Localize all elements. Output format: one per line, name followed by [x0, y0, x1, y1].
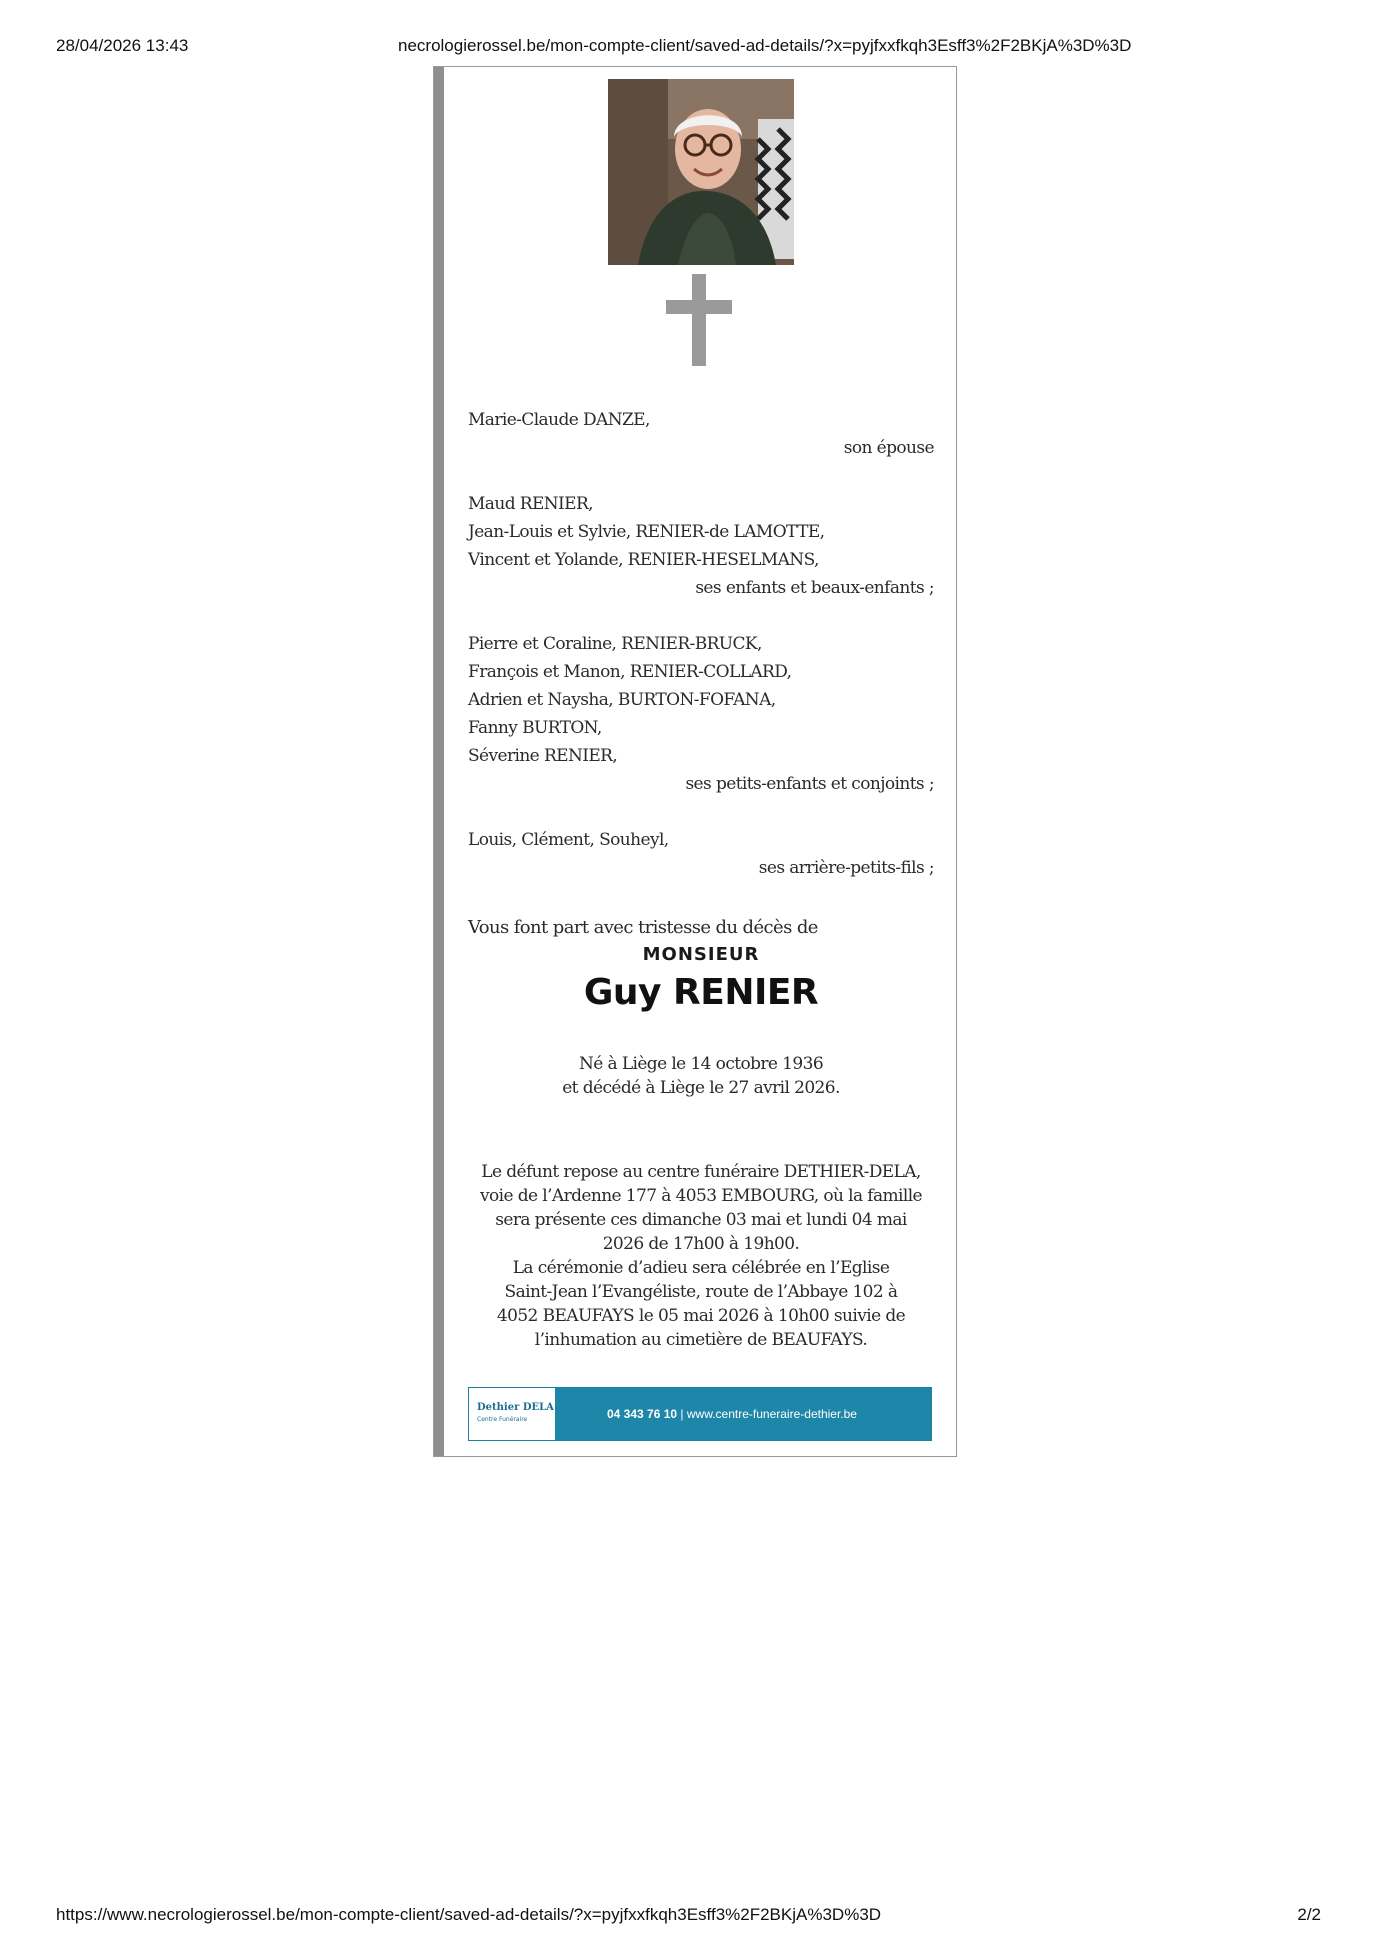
print-short-url: necrologierossel.be/mon-compte-client/saved-ad-details/?x=pyjfxxfkqh3Esff3%2F2BKjA%3D%3D	[398, 36, 1132, 55]
grandchild-3: Adrien et Naysha, BURTON-FOFANA,	[468, 690, 776, 710]
spouse-name: Marie-Claude DANZE,	[468, 410, 650, 430]
cross-icon	[666, 274, 732, 366]
grandchild-4: Fanny BURTON,	[468, 718, 602, 738]
details-line: 2026 de 17h00 à 19h00.	[602, 1234, 800, 1254]
obituary-notice	[433, 66, 957, 1457]
birth-line: Né à Liège le 14 octobre 1936	[578, 1054, 824, 1074]
funeral-home-banner[interactable]	[468, 1387, 932, 1441]
details-line: La cérémonie d’adieu sera célébrée en l’Eglise	[512, 1258, 890, 1278]
details-line: voie de l’Ardenne 177 à 4053 EMBOURG, où la famille	[479, 1186, 923, 1206]
grandchild-1: Pierre et Coraline, RENIER-BRUCK,	[468, 634, 762, 654]
funeral-details	[464, 1160, 938, 1352]
great-grandchildren: Louis, Clément, Souheyl,	[468, 830, 669, 850]
grandchildren-role: ses petits-enfants et conjoints ;	[685, 774, 934, 794]
funeral-home-logo	[469, 1388, 556, 1440]
announcement-text: Vous font part avec tristesse du décès de	[468, 917, 818, 938]
child-2: Jean-Louis et Sylvie, RENIER-de LAMOTTE,	[468, 522, 825, 542]
notice-side-bar	[434, 67, 444, 1456]
grandchild-5: Séverine RENIER,	[468, 746, 618, 766]
child-1: Maud RENIER,	[468, 494, 593, 514]
banner-contact	[555, 1388, 931, 1440]
deceased-title: MONSIEUR	[642, 944, 760, 965]
funeral-home-phone: 04 343 76 10	[607, 1407, 678, 1421]
birth-death-dates	[464, 1052, 938, 1100]
details-line: 4052 BEAUFAYS le 05 mai 2026 à 10h00 suivie de	[496, 1306, 906, 1326]
children-role: ses enfants et beaux-enfants ;	[695, 578, 934, 598]
banner-separator: |	[680, 1407, 684, 1421]
child-3: Vincent et Yolande, RENIER-HESELMANS,	[468, 550, 819, 570]
print-datetime: 28/04/2026 13:43	[56, 36, 189, 55]
print-full-url: https://www.necrologierossel.be/mon-compte-client/saved-ad-details/?x=pyjfxxfkqh3Esff3%2F2BKjA%3D%3D	[56, 1905, 882, 1924]
death-line: et décédé à Liège le 27 avril 2026.	[562, 1078, 840, 1098]
details-line: Le défunt repose au centre funéraire DETHIER-DELA,	[481, 1162, 921, 1182]
details-line: sera présente ces dimanche 03 mai et lundi 04 mai	[495, 1210, 907, 1230]
details-line: l’inhumation au cimetière de BEAUFAYS.	[534, 1330, 868, 1350]
deceased-photo	[608, 79, 794, 265]
details-line: Saint-Jean l’Evangéliste, route de l’Abbaye 102 à	[504, 1282, 898, 1302]
brand-subtitle: Centre Funéraire	[477, 1416, 528, 1423]
spouse-role: son épouse	[843, 438, 934, 458]
funeral-home-website[interactable]: www.centre-funeraire-dethier.be	[686, 1407, 857, 1421]
grandchild-2: François et Manon, RENIER-COLLARD,	[468, 662, 792, 682]
page-number: 2/2	[1297, 1905, 1321, 1924]
brand-name: Dethier DELA	[477, 1402, 554, 1413]
deceased-name: Guy RENIER	[583, 972, 819, 1013]
great-grandchildren-role: ses arrière-petits-fils ;	[758, 858, 934, 878]
